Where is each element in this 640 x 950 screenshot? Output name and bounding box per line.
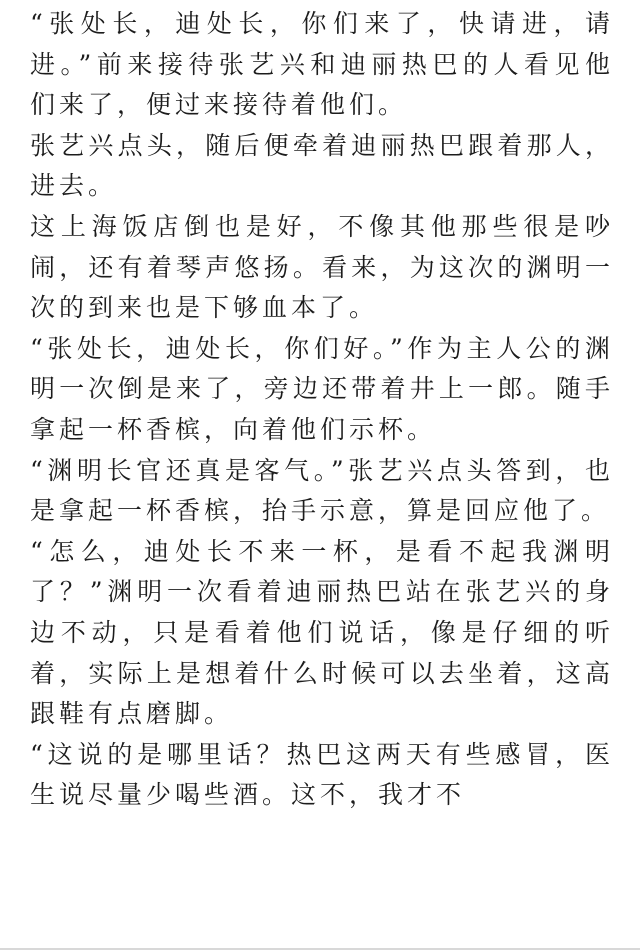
paragraph-1: “张处长，迪处长，你们来了，快请进，请进。”前来接待张艺兴和迪丽热巴的人看见他们来了，便过来接待着他们。 [30,9,614,120]
paragraph-2: 张艺兴点头，随后便牵着迪丽热巴跟着那人，进去。 [30,130,614,201]
paragraph-6: “怎么，迪处长不来一杯，是看不起我渊明了？”渊明一次看着迪丽热巴站在张艺兴的身边不动，只是看着他们说话，像是仔细的听着，实际上是想着什么时候可以去坐着，这高跟鞋有点磨脚。 [30,536,614,729]
paragraph-7: “这说的是哪里话？热巴这两天有些感冒，医生说尽量少喝些酒。这不，我才不 [30,739,614,810]
paragraph-5: “渊明长官还真是客气。”张艺兴点头答到，也是拿起一杯香槟，抬手示意，算是回应他了。 [30,455,614,526]
paragraph-3: 这上海饭店倒也是好，不像其他那些很是吵闹，还有着琴声悠扬。看来，为这次的渊明一次的到来也是下够血本了。 [30,211,614,323]
paragraph-4: “张处长，迪处长，你们好。”作为主人公的渊明一次倒是来了，旁边还带着井上一郎。随手拿起一杯香槟，向着他们示杯。 [30,333,614,444]
